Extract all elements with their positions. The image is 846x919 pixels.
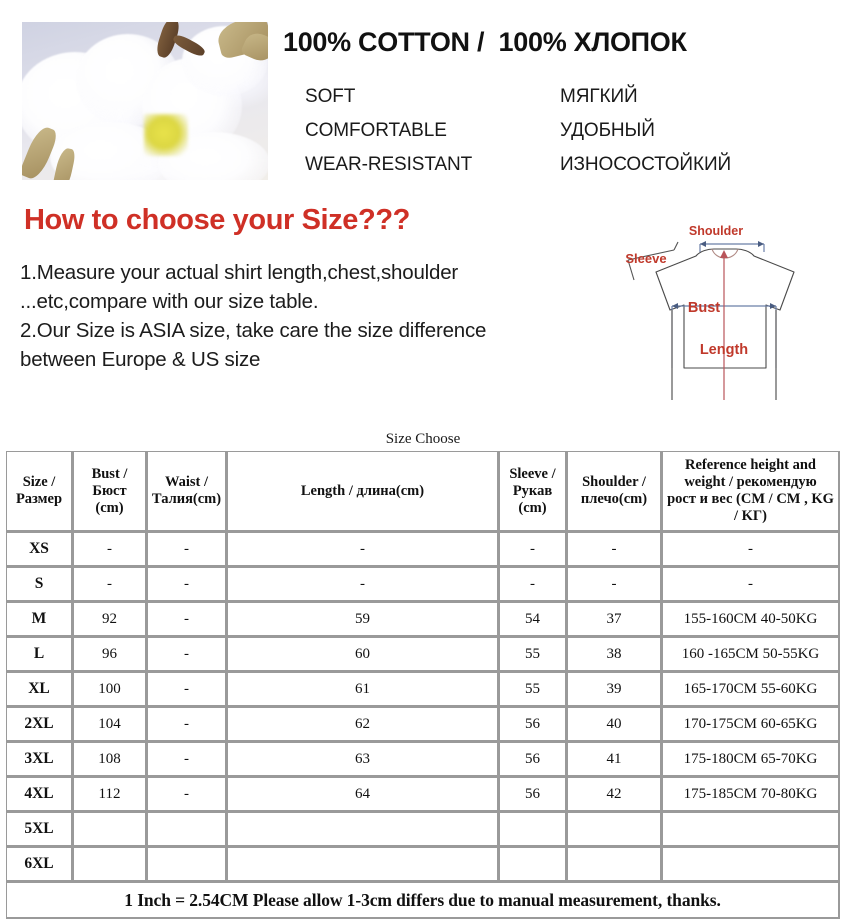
col-header-waist (147, 451, 227, 532)
arrow-right (758, 241, 764, 247)
header-line: Size / (22, 474, 56, 490)
arrow-left (700, 241, 706, 247)
header-line: рост и вес (CM / CM , KG / KГ) (667, 491, 834, 524)
cell-reference: 170-175CM 60-65KG (662, 707, 840, 742)
cell-sleeve: 56 (499, 777, 567, 812)
cell-sleeve: 55 (499, 672, 567, 707)
cell-bust: 92 (73, 602, 147, 637)
cell-shoulder (567, 847, 662, 882)
cell-length (227, 847, 499, 882)
size-table-caption: Size Choose (385, 431, 461, 447)
table-row (6, 567, 840, 602)
cell-reference: 160 -165CM 50-55KG (662, 637, 840, 672)
cell-bust: 104 (73, 707, 147, 742)
measurement-note: 1 Inch = 2.54CM Please allow 1-3cm differs due to manual measurement, thanks. (6, 882, 840, 919)
cell-length: 60 (227, 637, 499, 672)
table-row (6, 742, 840, 777)
header-line: Бюст (92, 482, 127, 499)
cotton-banner (0, 0, 846, 195)
cell-size: XS (6, 532, 73, 567)
cell-waist: - (147, 567, 227, 602)
howto-line: 1.Measure your actual shirt length,chest,shoulder (20, 261, 459, 284)
feature-label-ru: УДОБНЫЙ (560, 120, 655, 141)
cell-waist: - (147, 707, 227, 742)
cell-length (227, 812, 499, 847)
header-line: Талия(cm) (151, 491, 222, 507)
table-row (6, 812, 840, 847)
cell-bust (73, 812, 147, 847)
cell-shoulder (567, 812, 662, 847)
size-table-wrapper (6, 451, 840, 919)
size-table-body (6, 532, 840, 882)
table-row (6, 637, 840, 672)
cell-waist (147, 812, 227, 847)
cell-sleeve: 55 (499, 637, 567, 672)
col-header-shoulder (567, 451, 662, 532)
feature-row (305, 80, 825, 114)
cotton-bolls-photo (22, 22, 268, 180)
cell-length: 63 (227, 742, 499, 777)
header-line: Reference height and weight / рекомендую (684, 457, 817, 490)
header-line: Shoulder / (582, 474, 646, 490)
cell-size: XL (6, 672, 73, 707)
cell-shoulder: 42 (567, 777, 662, 812)
howto-choose-title: How to choose your Size??? (24, 204, 410, 236)
table-row (6, 672, 840, 707)
cell-bust: 96 (73, 637, 147, 672)
header-line: Bust / (91, 465, 128, 482)
cell-shoulder: - (567, 532, 662, 567)
cell-reference: - (662, 532, 840, 567)
banner-title: 100% COTTON / 100% ХЛОПОК (283, 27, 687, 57)
cell-sleeve: - (499, 567, 567, 602)
cell-size: 2XL (6, 707, 73, 742)
col-header-length (227, 451, 499, 532)
col-header-size (6, 451, 73, 532)
table-row (6, 532, 840, 567)
header-line: Рукав (512, 482, 553, 499)
header-line: Length / длина(cm) (300, 482, 425, 499)
howto-line: ...etc,compare with our size table. (20, 290, 319, 313)
cell-reference: 165-170CM 55-60KG (662, 672, 840, 707)
header-line: плечо(cm) (580, 491, 648, 507)
cell-shoulder: - (567, 567, 662, 602)
header-line: Размер (15, 491, 63, 507)
cell-shoulder: 38 (567, 637, 662, 672)
header-line: (cm) (518, 499, 547, 516)
header-line: (cm) (95, 499, 124, 516)
cell-length: - (227, 567, 499, 602)
cell-size: M (6, 602, 73, 637)
cell-bust: 112 (73, 777, 147, 812)
feature-label-ru: ИЗНОСОСТОЙКИЙ (560, 154, 732, 175)
cell-shoulder: 40 (567, 707, 662, 742)
cell-reference: 155-160CM 40-50KG (662, 602, 840, 637)
shirt-label-sleeve: Sleeve (625, 251, 667, 266)
cell-sleeve: 56 (499, 742, 567, 777)
cell-bust: - (73, 567, 147, 602)
cell-reference: 175-185CM 70-80KG (662, 777, 840, 812)
cell-waist: - (147, 602, 227, 637)
cell-waist: - (147, 672, 227, 707)
feature-label-ru: МЯГКИЙ (560, 86, 638, 107)
cell-bust: 108 (73, 742, 147, 777)
cell-size: L (6, 637, 73, 672)
header-line: Sleeve / (509, 465, 556, 482)
table-header-row (6, 451, 840, 532)
cell-size: S (6, 567, 73, 602)
feature-row (305, 148, 825, 182)
size-chart-table (6, 451, 840, 919)
cell-reference (662, 847, 840, 882)
header-line: Waist / (164, 474, 209, 490)
cell-size: 5XL (6, 812, 73, 847)
cell-length: 64 (227, 777, 499, 812)
cell-sleeve (499, 847, 567, 882)
cell-reference: - (662, 567, 840, 602)
col-header-bust (73, 451, 147, 532)
cell-waist: - (147, 532, 227, 567)
feature-list (305, 80, 825, 182)
cell-length: 59 (227, 602, 499, 637)
cell-sleeve: 56 (499, 707, 567, 742)
cell-waist: - (147, 637, 227, 672)
table-row (6, 707, 840, 742)
howto-choose-instructions (20, 258, 630, 374)
cell-shoulder: 39 (567, 672, 662, 707)
cell-length: - (227, 532, 499, 567)
col-header-reference (662, 451, 840, 532)
shirt-label-length: Length (699, 342, 749, 358)
cell-length: 62 (227, 707, 499, 742)
cell-sleeve: - (499, 532, 567, 567)
cell-shoulder: 37 (567, 602, 662, 637)
table-note-row (6, 882, 840, 919)
cell-waist (147, 847, 227, 882)
table-row (6, 777, 840, 812)
cell-waist: - (147, 742, 227, 777)
col-header-sleeve (499, 451, 567, 532)
cell-sleeve (499, 812, 567, 847)
howto-line: 2.Our Size is ASIA size, take care the size difference (20, 319, 487, 342)
cell-size: 3XL (6, 742, 73, 777)
feature-label-en: COMFORTABLE (305, 120, 447, 141)
tshirt-measurement-diagram (608, 218, 840, 410)
cell-bust (73, 847, 147, 882)
cell-reference: 175-180CM 65-70KG (662, 742, 840, 777)
feature-label-en: WEAR-RESISTANT (305, 154, 473, 175)
cell-size: 6XL (6, 847, 73, 882)
cell-bust: 100 (73, 672, 147, 707)
howto-line: between Europe & US size (20, 348, 261, 371)
cell-waist: - (147, 777, 227, 812)
cell-sleeve: 54 (499, 602, 567, 637)
cell-size: 4XL (6, 777, 73, 812)
table-row (6, 847, 840, 882)
feature-label-en: SOFT (305, 86, 356, 107)
cell-length: 61 (227, 672, 499, 707)
cotton-yellow-highlight (144, 114, 188, 156)
feature-row (305, 114, 825, 148)
cell-shoulder: 41 (567, 742, 662, 777)
table-row (6, 602, 840, 637)
shirt-label-shoulder: Shoulder (688, 224, 744, 238)
shirt-label-bust: Bust (687, 300, 721, 316)
cell-bust: - (73, 532, 147, 567)
cell-reference (662, 812, 840, 847)
